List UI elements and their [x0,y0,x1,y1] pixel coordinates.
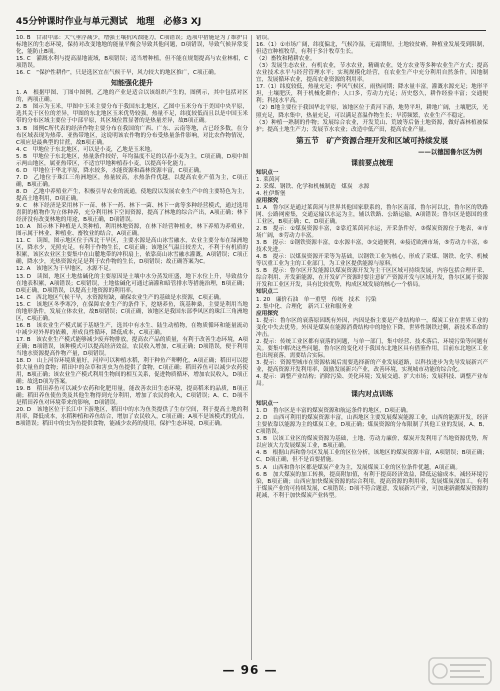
section-heading: 课内对点训练 [351,390,393,399]
answer-paragraph: 1. 20 廉价石油 单一重型 传统 技术 污染 [256,296,377,303]
answer-paragraph: 6. B 加大煤炭的加工转换，提高附加值，有利于提高经济效益，降低运输成本，减轻环境污染，B项正确；山西应加快煤炭资源的综合利用，提高资源的利用率，发展煤炭深加工，有利于煤炭产业的可持续发展，C项错误；D项不符合题意，发展新兴产业，可加速新疆煤炭资源的耗减，不利于加快煤炭产业转型。 [256,471,488,499]
answer-paragraph: 4. C 甲地位于东北地区，可以是小麦，乙地是玉米地。 [16,146,156,153]
answer-paragraph: 1. 提示：鲁尔区的衰落原因既有外因，内因是指主要是产业结构单一，煤炭工业在世界工业的变化中失去优势。外因是煤炭在能源消费结构中的地位下降，世界性钢铁过剩，新技术革命的冲击。 [256,317,488,338]
knowledge-point-label: 应用探究 [256,197,279,204]
answer-paragraph: 16.（1）①市场广阔，纬度偏北，气候冷湿，无霜期短，土地较贫瘠，种植业发展受到限制，但适宜种植牧草，有利于多汁牧草生长。 [256,42,488,56]
answer-paragraph: 16. B 该农业生产模式属于基塘生产，选其中有水生、陆生动植物，在物质循环和能量流动中减少对外界的依赖，形成良性循环，降低成本，C项正确。 [16,322,248,336]
answer-paragraph: 17.（1）纬度较低，热量充足；季风气候区，雨热同期；降水量丰富，灌溉水源充足；地形平坦，土壤肥沃，利于机械化耕作；人口多，劳动力充足；历史悠久，耕作经验丰富；交通便利；科技水平高。 [256,84,488,105]
answer-paragraph: 4. B 提示：以煤炭资源开采等为基础，以钢铁工业为核心，形成了采煤、钢铁、化学、机械等以重工业为主的工业部门，为工业区提供能源与原料。 [256,254,488,268]
answer-paragraph: 3. B 以该工业区的煤炭资源为基础，土地、劳动力廉价，煤炭开发利用了当地资源优势，所以应该大力发展煤炭工业，B项正确。 [256,436,488,450]
answer-paragraph: 1. A 根据甲图、丁图中图例，乙地的产业是适合以该组织产生的，图例示，其中包括对区的，两项正确。 [16,90,248,104]
answer-paragraph: 5. B 提示：鲁尔区开发能源以煤炭资源开发为主干区区域可持续发展，内容包括合理开采、综合利用、开发新能源，在开发矿产资源时要注意矿产资源开发与区域开发，鲁尔区属于资源开发和工业区开发，具有比较优势，构成区域发展的核心一个格局。 [256,268,488,289]
right-column [256,35,488,660]
knowledge-point-label: 知识点二 [256,289,279,296]
knowledge-point-label: 知识点一 [256,401,279,408]
knowledge-point-label: 知识点一 [256,169,279,176]
answer-paragraph: 3. 提示：资源型城市在资源枯竭后需要选择新的产业发展道路，以科技进步为先导发展新兴产业，提高资源开发利用率，鼓励发展新兴产业，改善环境，实现城市功能的综合化。 [256,359,488,373]
watermark-logo-icon [428,657,492,685]
answer-paragraph: （2）畜牧和精耕农业。 [256,56,316,63]
answer-paragraph: 9. C 林下经济是采用林下一苗、林下一药、林下一菌、林下一禽等多种经营模式，通过选用喜阴的植物作为立体种养，充分利用林下空间资源，提高了林地的综合产出，A项正确；林下经济没有改变林地的用途，B项正确，D项错误。 [16,203,248,224]
answer-paragraph: 2. D 山西可利用的煤炭资源丰富，山西地区主要发展煤炭能源工业，山西的能源开发，经济主要依靠以能源为主的煤炭工业，D项正确；煤炭资源的分布限制了其他工业的发展，A、B、C项错误。 [256,415,488,436]
answer-paragraph: 20. D 该地区位于长江中下游地区，稻田中的水为鱼类提供了生存空间，利于提高土地的利用率，降低成本，水稻种植和养鱼结合，增加了农民收入，C项正确；A项不是该模式的优点，B项错误；稻田中的虫为鱼提供食物，能减少农药的使用，保护生态环境，D项正确。 [16,407,248,428]
answer-paragraph: 11. C 读图，图示地区位于西北干旱区，主要水源是高山冰雪融水，农业主要分布在绿洲地区，降水少，光照充足，有利于作物生长，C项正确；该地区气温日较差大，不利于有机质的积累，该区农业区主要集中在山麓地带的冲积扇上，依靠高山冰雪融水灌溉，A项错误；C项正确，降水少，光热资源充足是利于农作物的生长，D项错误；故正确答案为C。 [16,238,248,266]
answer-paragraph: 1. A 鲁尔区是通过莱茵河与世界其他国家联系的，鲁尔区南部，鲁尔河以北，鲁尔区的铁路网、公路网密集，交通运输以水运为主，辅以铁路、公路运输，A项错误；鲁尔区是德国的重工业区，B项正确；C、D项正确。 [256,204,488,225]
knowledge-point-label: 应用探究 [256,310,279,317]
answer-paragraph: 3. B 图例C所代表的经济作物主要分布在我国的广西、广东、云南等地，占已经多数，在分布区域表现为热带、亚热带地区，这说明该农作物的分布受热量条件影响，对比农作物情况，C项应是最典型的甘蔗，故B项正确。 [16,125,248,146]
answer-paragraph: 13. D 读图，地区土地盐碱化的主要原因是土壤中水分蒸发旺盛，地下水位上升，导致盐分在地表积累，A项错误；C项错误，土地盐碱化可通过滴灌和暗管排水等措施治理，B项正确；D项正确，D项错误，以提高土地资源的利用率。 [16,273,248,294]
answer-paragraph: 2. B 图示为玉米，甲图中玉米主要分布于我国东北地区，乙图中玉米分布于美国中央平原，选其关于区位的差异，甲图的东北地区玉米优势较强，热量不足，纬度较低而且以是中国玉米带的分布区域主要位于中部平原，其区域位置显著的是热量差异，故B项正确。 [16,104,248,125]
column-divider [251,35,252,660]
answer-paragraph: 错误。 [256,35,273,41]
answer-paragraph: 2. 采煤、钢铁、化学和机械制造 煤炭 水源 [256,183,370,190]
answer-paragraph: 10. B 甘肃中部：大气垂浮减少，增强土壤抗风蚀能力，C项错误；选项中措施是为了维护目标地区的生态环境，保持对改变地地的能量平衡会导致其他问题，D项错误，导致气候异常变化，能防止B项。 [16,35,248,56]
header-rule [16,30,486,31]
answer-paragraph: 7. D 乙地位于珠江三角洲地区，热量较高，水热条件优越，以提高农业产值为主，C项正确，B项正确。 [16,174,248,188]
answer-paragraph: 15. C 灌溉水利与提高湿地流域，B项错误；适当增种植，但不能在规划提高与农业林相，C项错误。 [16,56,248,70]
answer-paragraph: 5. A 山西和鲁尔区都是煤炭产业为主，发展煤炭工业的区位条件优越，A项正确。 [256,464,461,471]
left-column [16,35,248,660]
section-heading: 课前要点梳理 [351,158,393,167]
section-heading: 知能强化提升 [111,79,153,88]
answer-paragraph: 2. B 提示：①煤炭资源丰富，②靠近莱茵河水运，开采条件好，③煤炭资源位于地表，④市场广阔，⑤劳动力丰富。 [256,226,488,240]
page-header: 45分钟课时作业与单元测试 地理 必修3 XJ [16,17,202,27]
section-subtitle: ——以德国鲁尔区为例 [418,147,482,156]
answer-paragraph: 6. D 甲地位于华北平原，降水较多，水能资源和森林资源丰富，C项正确。 [16,167,205,174]
answer-paragraph: 17. B 该农业生产模式能够减少废弃物排放，提高农产品的质量，有利于改善生态环境，A项正确；B项错误，该种模式可以提高经济效益，农民收入增加，C项正确；D项错误，便于利用当地水资源提高作物产量，D项错误。 [16,336,248,358]
answer-paragraph: 4. 提示：调整产业结构；消除污染、美化环境；发展交通、扩大市场；发展科技、调整产业布局。 [256,374,488,388]
answer-paragraph: 10. A 图示林下种植是人类种植，利用林地资源，在林下经营种植业，林下养殖为养殖业，图示属于林业、种植业、畜牧业的结合，A项正确。 [16,224,248,238]
answer-paragraph: 1. 莱茵河 [256,176,280,183]
answer-paragraph: 15. C 该地区冬季寒冷，在保障农业生产的条件下，挖塘养鱼，筑基种桑，主要是利用当地的地形条件，发展立体农业，故B项错误；C项正确，该地区是我国东部季风区的珠江三角洲地区，C项正确。 [16,301,248,322]
answer-paragraph: 12. A 该地区为干旱地区，水源不足。 [16,266,115,273]
answer-paragraph: 14. C 西北地区气候干旱，水资源短缺，确保农业生产的基础是水资源，C项正确。 [16,294,225,301]
section-heading: 第五节 矿产资源合理开发和区域可持续发展 [296,135,448,145]
answer-paragraph: 4. B 根据山西和鲁尔区发展工业的区位分析，该地区的煤炭资源丰富，A项错误；B项正确；C、D项正确，但不是首要措施。 [256,450,488,464]
answer-paragraph: 19. B 稻田养鱼可以减少农药和化肥用量，能改善农田生态环境，提高稻米的品质，B项正确；稻田养鱼使鱼类及其他生物得到充分利用，增加了农民的收入，C项错误；A、C、D项不是稻田养鱼对环境带来的影响，D项错误。 [16,386,248,407]
answer-paragraph: 16. C “保护性耕作”，只是选区宜在气候干旱，风力较大的地区推广，C项正确。 [16,70,220,77]
answer-paragraph: （3）种植一熟制的作物；发展综合农业，开发荒山、荒坡等后备土地资源，做好森林植被保护；提高土地生产力；发展节水农业；改造中低产田，提高农业产量。 [256,119,488,133]
answer-paragraph: （2）B地主要位于我国华北平原，该地区位于黄河下游，地势平坦，耕地广阔，土壤肥沃，光照充足，降水集中，热量充足，可以满足喜温作物生长；旱涝频繁，农业生产不稳定。 [256,105,488,119]
answer-paragraph: 4. 杜伊斯堡 [256,190,286,197]
answer-paragraph: 2. 提示：传统工业区都有衰落的问题，与单一部门，集中经营、技术落后、环境污染等问题有关。要集中解决这些问题，鲁尔区的变化对于我国东北地区具有借鉴作用，目前东北地区工业也出现衰落，需要结合实际。 [256,338,488,359]
answer-paragraph: 1. D 鲁尔区是丰富的煤炭资源和航运条件的地区，D项正确。 [256,408,412,415]
answer-paragraph: （3）发展生态农业，有机农业，节水农业，精确农业，处方农业等多种农业生产方式；提高农业技术水平与经营管理水平；实现规模化经营，在农业生产中充分利用自然条件，因地制宜，发展循环农业，提高农业资源的利用率。 [256,63,488,84]
answer-paragraph: 2. 集中化、合理化 新兴工业和服务业 [256,303,353,310]
answer-paragraph: 8. D 乙地中养殖业产生，积极引导农业的流通，使地段以发展农业生产中的主要特色为主，提高土地利用，D项正确。 [16,188,248,202]
page-number: — 96 — [222,663,278,677]
answer-paragraph: 3. B 提示：①钢铁资源丰富，②水源丰富，③交通便利，④接近欧洲市场，⑤劳动力丰富，⑥技术先进。 [256,240,488,254]
answer-paragraph: 18. D 山上河谷环境质量好，河岸可以种植水稻，利于种鱼产卵孵化，A项正确；稻田可以提供大量鱼的食物；稻田中的杂草和害虫为鱼提供了食物，C项正确；稻田养鱼可以减少农药使用，B项正确；该农业生产模式利用生物间的相互关系，促进物质循环，增加农民收入，D项正确；故选D项为答案。 [16,358,248,386]
answer-paragraph: 5. B 甲地位于东北地区，热量条件较好，年均温度不足的以春小麦为主，C项正确，D项中图示两山地区，属亚热带区，不适宜甲地种植春小麦，以提高年化能力。 [16,153,248,167]
